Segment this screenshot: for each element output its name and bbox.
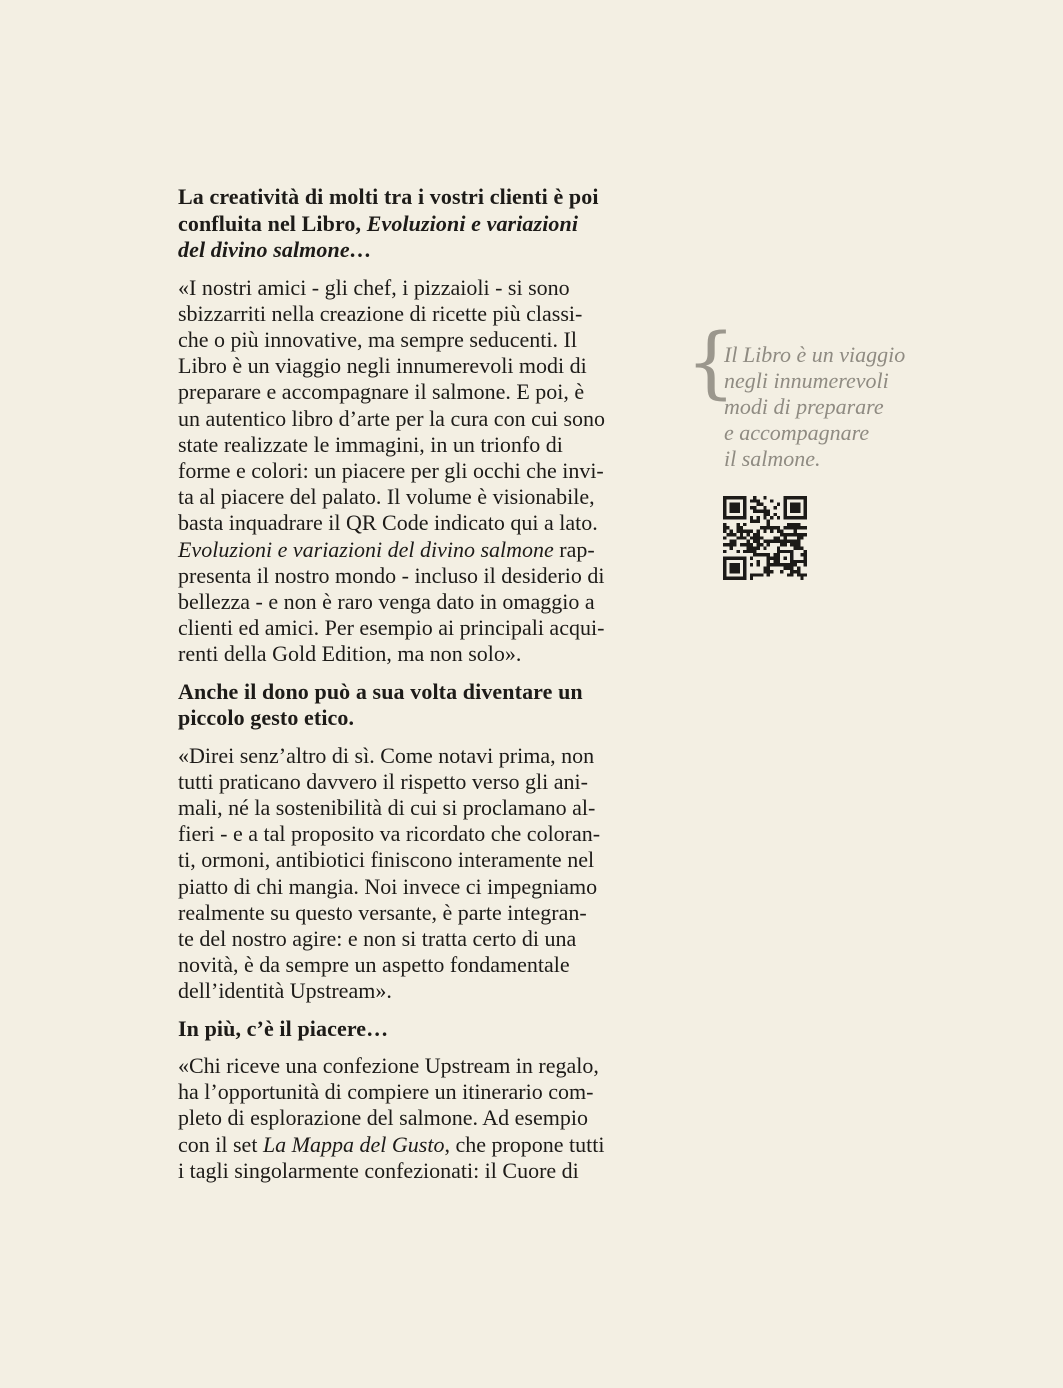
text-run: ha l’opportunità di compiere un itinerario com- bbox=[178, 1079, 594, 1105]
pull-quote-line: e accompagnare bbox=[724, 420, 870, 445]
text-run: realmente su questo versante, è parte integran- bbox=[178, 899, 587, 925]
text-run: ta al piacere del palato. Il volume è visionabile, bbox=[178, 484, 595, 510]
text-line bbox=[178, 1016, 656, 1043]
text-line bbox=[178, 978, 656, 1004]
text-run: «Direi senz’altro di sì. Come notavi prima, non bbox=[178, 742, 595, 768]
text-run: bellezza - e non è raro venga dato in omaggio a bbox=[178, 588, 595, 614]
text-run: «I nostri amici - gli chef, i pizzaioli - si sono bbox=[178, 274, 570, 300]
text-line bbox=[178, 211, 656, 238]
interview-question bbox=[178, 679, 656, 732]
qr-code-icon[interactable] bbox=[723, 496, 807, 580]
text-line bbox=[178, 615, 656, 641]
text-line bbox=[178, 237, 656, 264]
text-line bbox=[178, 432, 656, 458]
text-run: i tagli singolarmente confezionati: il Cuore di bbox=[178, 1157, 579, 1183]
text-line bbox=[178, 327, 656, 353]
text-line bbox=[178, 952, 656, 978]
text-line bbox=[178, 926, 656, 952]
text-line bbox=[178, 705, 656, 732]
interview-answer bbox=[178, 743, 656, 1005]
text-run: forme e colori: un piacere per gli occhi che invi- bbox=[178, 457, 604, 483]
text-line bbox=[178, 589, 656, 615]
text-run: , che propone tutti bbox=[444, 1131, 605, 1157]
text-line bbox=[178, 900, 656, 926]
text-run: «Chi riceve una confezione Upstream in regalo, bbox=[178, 1053, 599, 1079]
text-run: fieri - e a tal proposito va ricordato che coloran- bbox=[178, 821, 601, 847]
pull-quote-line: negli innumerevoli bbox=[724, 368, 889, 393]
text-line bbox=[178, 847, 656, 873]
text-run: tutti praticano davvero il rispetto verso gli ani- bbox=[178, 768, 588, 794]
text-line bbox=[178, 1079, 656, 1105]
text-run: basta inquadrare il QR Code indicato qui a lato. bbox=[178, 510, 598, 536]
text-line bbox=[178, 1105, 656, 1131]
text-run: con il set bbox=[178, 1131, 263, 1157]
text-run: piatto di chi mangia. Noi invece ci impegniamo bbox=[178, 873, 598, 899]
interview-answer bbox=[178, 1053, 656, 1184]
text-line bbox=[178, 458, 656, 484]
text-run: rap- bbox=[553, 536, 595, 562]
text-line bbox=[178, 769, 656, 795]
text-run: La creatività di molti tra i vostri clienti è poi bbox=[178, 184, 599, 209]
interview-answer bbox=[178, 275, 656, 668]
interview-column bbox=[178, 184, 656, 1195]
text-run: Anche il dono può a sua volta diventare un bbox=[178, 678, 583, 704]
text-line bbox=[178, 795, 656, 821]
italic-title: Evoluzioni e variazioni bbox=[366, 210, 579, 236]
text-run: te del nostro agire: e non si tratta certo di una bbox=[178, 925, 577, 951]
text-run: renti della Gold Edition, ma non solo». bbox=[178, 641, 522, 667]
text-line bbox=[178, 379, 656, 405]
text-run: piccolo gesto etico. bbox=[178, 705, 355, 731]
text-line bbox=[178, 484, 656, 510]
text-line bbox=[178, 874, 656, 900]
interview-question bbox=[178, 1016, 656, 1043]
text-line bbox=[178, 353, 656, 379]
text-line bbox=[178, 1053, 656, 1079]
text-run: che o più innovative, ma sempre seducenti. Il bbox=[178, 326, 577, 352]
text-run: state realizzate le immagini, in un trionfo di bbox=[178, 431, 563, 457]
text-run: Libro è un viaggio negli innumerevoli modi di bbox=[178, 353, 587, 379]
text-line bbox=[178, 406, 656, 432]
text-line bbox=[178, 510, 656, 536]
text-run: novità, è da sempre un aspetto fondamentale bbox=[178, 952, 570, 978]
brace-ornament: { bbox=[686, 318, 736, 408]
text-run: preparare e accompagnare il salmone. E poi, è bbox=[178, 379, 585, 405]
text-line bbox=[178, 275, 656, 301]
text-line bbox=[178, 743, 656, 769]
pull-quote-line: modi di preparare bbox=[724, 394, 884, 419]
text-run: mali, né la sostenibilità di cui si proclamano al- bbox=[178, 794, 596, 820]
text-run: presenta il nostro mondo - incluso il desiderio di bbox=[178, 562, 605, 588]
text-line bbox=[178, 184, 656, 211]
text-line bbox=[178, 537, 656, 563]
text-line bbox=[178, 821, 656, 847]
text-line bbox=[178, 563, 656, 589]
text-run: clienti ed amici. Per esempio ai principali acqui- bbox=[178, 615, 605, 641]
text-run: sbizzarriti nella creazione di ricette più classi- bbox=[178, 300, 583, 326]
interview-question bbox=[178, 184, 656, 264]
italic-title: La Mappa del Gusto bbox=[262, 1131, 445, 1157]
text-run: un autentico libro d’arte per la cura con cui sono bbox=[178, 405, 606, 431]
text-run: In più, c’è il piacere… bbox=[178, 1015, 389, 1041]
pull-quote-line: Il Libro è un viaggio bbox=[724, 342, 906, 367]
text-line bbox=[178, 1132, 656, 1158]
text-line bbox=[178, 1158, 656, 1184]
text-line bbox=[178, 679, 656, 706]
text-line bbox=[178, 641, 656, 667]
text-run: confluita nel Libro, bbox=[178, 210, 367, 236]
italic-title: Evoluzioni e variazioni del divino salmone bbox=[178, 536, 554, 562]
text-run: pleto di esplorazione del salmone. Ad esempio bbox=[178, 1105, 588, 1131]
text-line bbox=[178, 301, 656, 327]
italic-title: del divino salmone… bbox=[178, 237, 372, 262]
text-run: ti, ormoni, antibiotici finiscono interamente nel bbox=[178, 847, 595, 873]
pull-quote-line: il salmone. bbox=[724, 446, 821, 471]
text-run: dell’identità Upstream». bbox=[178, 978, 392, 1004]
pull-quote-text bbox=[724, 342, 905, 472]
